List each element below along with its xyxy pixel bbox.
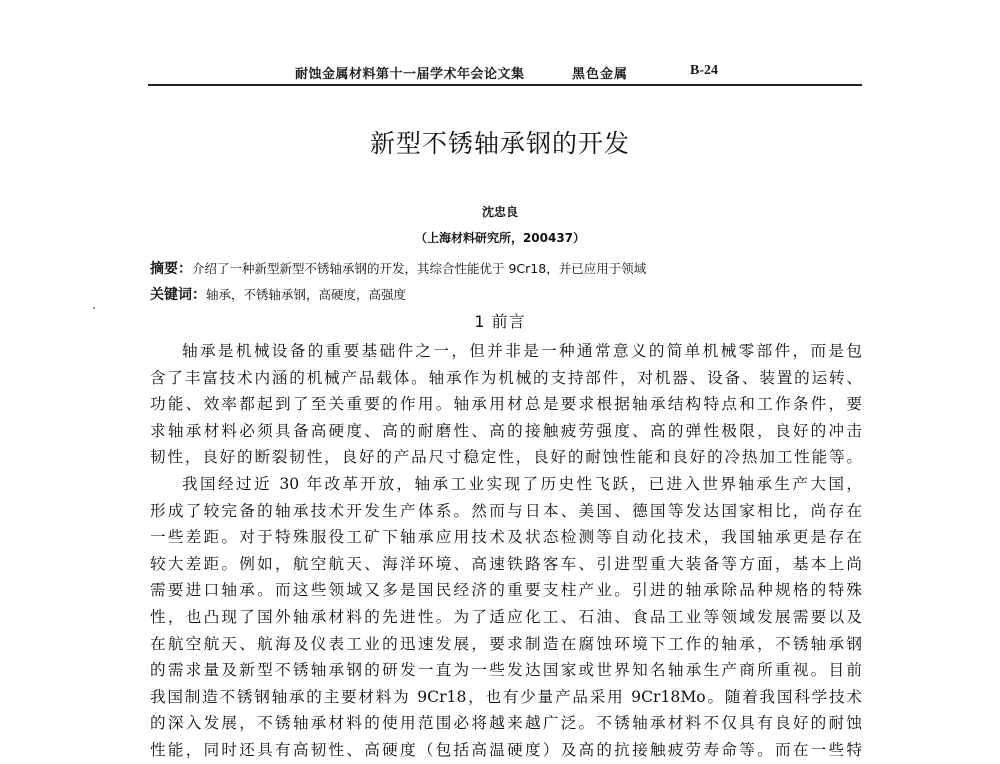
author-name: 沈忠良 bbox=[481, 205, 518, 219]
paragraph-line: 轴承是机械设备的重要基础件之一，但并非是一种通常意义的简单机械零部件，而是包 bbox=[182, 342, 862, 360]
paragraph-line: 在航空航天、航海及仪表工业的迅速发展，要求制造在腐蚀环境下工作的轴承，不锈轴承钢 bbox=[150, 634, 862, 653]
paragraph-line: 求轴承材料必须具备高硬度、高的耐磨性、高的接触疲劳强度、高的弹性极限，良好的冲击 bbox=[150, 421, 862, 440]
abstract-label: 摘要： bbox=[150, 261, 192, 277]
paragraph-line: 形成了较完备的轴承技术开发生产体系。然而与日本、美国、德国等发达国家相比，尚存在 bbox=[150, 501, 862, 520]
paragraph-line: 我国制造不锈钢轴承的主要材料为 9Cr18，也有少量产品采用 9Cr18Mo。随着我国科学技术 bbox=[150, 687, 862, 706]
section-heading-introduction: 1 前言 bbox=[474, 312, 526, 331]
paragraph-line: 较大差距。例如，航空航天、海洋环境、高速铁路客车、引进型重大装备等方面，基本上尚 bbox=[150, 554, 862, 573]
abstract bbox=[150, 258, 870, 278]
body-text bbox=[150, 338, 862, 764]
author-affiliation: （上海材料研究所，200437） bbox=[414, 231, 586, 245]
paragraph-line: 一些差距。对于特殊服役工矿下轴承应用技术及状态检测等自动化技术，我国轴承更是存在 bbox=[150, 528, 862, 547]
paragraph-line: 性能，同时还具有高韧性、高硬度（包括高温硬度）及高的抗接触疲劳寿命等。而在一些特 bbox=[150, 740, 862, 759]
paragraph-line: 韧性，良好的断裂韧性，良好的产品尺寸稳定性，良好的耐蚀性能和良好的冷热加工性能等。 bbox=[150, 448, 862, 467]
keywords bbox=[150, 284, 870, 304]
paragraph-line: 含了丰富技术内涵的机械产品载体。轴承作为机械的支持部件，对机器、设备、装置的运转、 bbox=[150, 368, 862, 387]
keywords-label: 关键词： bbox=[150, 287, 206, 303]
paragraph-line: 需要进口轴承。而这些领域又多是国民经济的重要支柱产业。引进的轴承除品种规格的特殊 bbox=[150, 581, 862, 600]
paragraph-line: 我国经过近 30 年改革开放，轴承工业实现了历史性飞跃，已进入世界轴承生产大国， bbox=[182, 474, 862, 493]
paragraph-line: 的深入发展，不锈轴承材料的使用范围必将越来越广泛。不锈轴承材料不仅具有良好的耐蚀 bbox=[150, 714, 862, 733]
abstract-text: 介绍了一种新型新型不锈轴承钢的开发，其综合性能优于 9Cr18，并已应用于领域 bbox=[192, 261, 647, 276]
paragraph-line: 功能、效率都起到了至关重要的作用。轴承用材总是要求根据轴承结构特点和工作条件，要 bbox=[150, 395, 862, 414]
running-header bbox=[150, 63, 862, 83]
keywords-text: 轴承，不锈轴承钢，高硬度，高强度 bbox=[206, 287, 407, 302]
section-category: 黑色金属 bbox=[572, 67, 629, 82]
page-code: B-24 bbox=[690, 63, 718, 78]
header-divider bbox=[148, 84, 862, 86]
paragraph-line: 性，也凸现了国外轴承材料的先进性。为了适应化工、石油、食品工业等领域发展需要以及 bbox=[150, 607, 862, 626]
paper-title: 新型不锈轴承钢的开发 bbox=[369, 129, 630, 158]
journal-name: 耐蚀金属材料第十一届学术年会论文集 bbox=[295, 67, 525, 82]
paragraph-line: 的需求量及新型不锈轴承钢的研发一直为一些发达国家或世界知名轴承生产商所重视。目前 bbox=[150, 661, 862, 680]
